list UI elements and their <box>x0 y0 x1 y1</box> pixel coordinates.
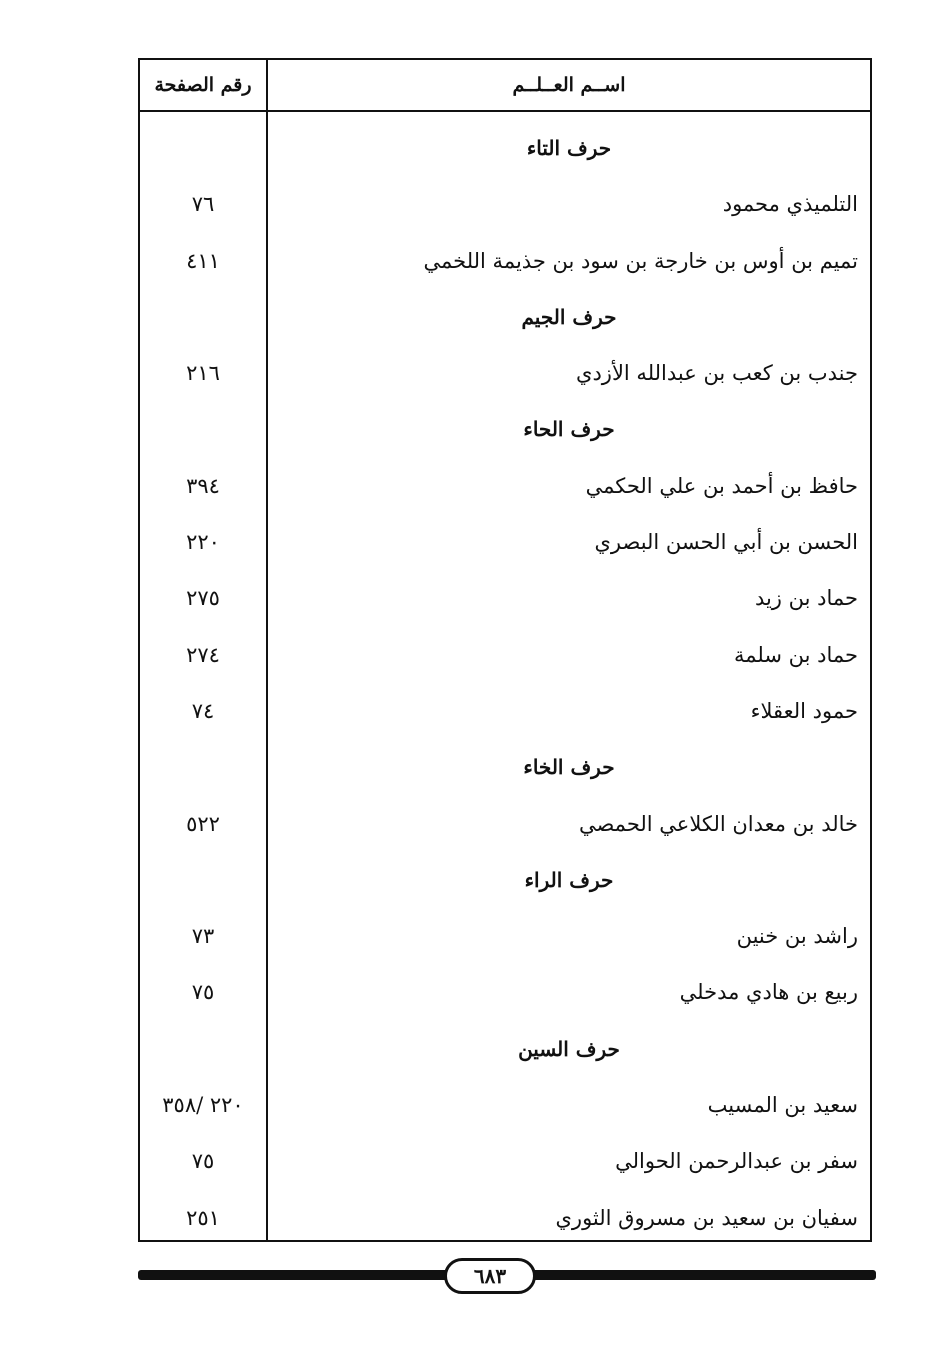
table-body <box>140 120 870 1246</box>
section-heading-row <box>140 852 870 908</box>
page-reference: ٧٥ <box>191 1149 215 1174</box>
table-row <box>140 176 870 232</box>
person-name: راشد بن خنين <box>736 924 858 949</box>
person-name: سفيان بن سعيد بن مسروق الثوري <box>555 1205 858 1230</box>
table-header <box>140 60 870 112</box>
person-name: حماد بن زيد <box>754 586 858 611</box>
table-row <box>140 908 870 964</box>
table-row <box>140 1077 870 1133</box>
table-row <box>140 1133 870 1189</box>
section-heading: حرف الراء <box>524 867 614 892</box>
person-name: الحسن بن أبي الحسن البصري <box>594 530 858 555</box>
person-name: التلميذي محمود <box>722 192 858 217</box>
page-reference: ٢٢٠ <box>186 530 220 555</box>
page-number: ٦٨٣ <box>444 1258 536 1294</box>
person-name: حمود العقلاء <box>750 698 858 723</box>
section-heading-row <box>140 401 870 457</box>
table-row <box>140 458 870 514</box>
section-heading-row <box>140 739 870 795</box>
person-name: جندب بن كعب بن عبدالله الأزدي <box>576 361 858 386</box>
header-page-column: رقم الصفحة <box>154 74 252 96</box>
page-reference: ٤١١ <box>186 248 220 273</box>
table-row <box>140 570 870 626</box>
page-reference: ٢٢٠ /٣٥٨ <box>162 1093 244 1118</box>
section-heading: حرف الخاء <box>523 755 615 780</box>
person-name: سفر بن عبدالرحمن الحوالي <box>615 1149 858 1174</box>
person-name: حماد بن سلمة <box>733 642 858 667</box>
table-row <box>140 514 870 570</box>
page-reference: ٧٤ <box>191 698 215 723</box>
page-reference: ٧٥ <box>191 980 215 1005</box>
table-row <box>140 683 870 739</box>
section-heading: حرف التاء <box>526 136 612 160</box>
page-reference: ٧٣ <box>191 924 215 949</box>
header-name-column: اســم العــلــم <box>512 74 626 96</box>
index-table <box>138 58 872 1242</box>
section-heading: حرف الحاء <box>523 417 615 442</box>
page-reference: ٢١٦ <box>186 361 220 386</box>
person-name: خالد بن معدان الكلاعي الحمصي <box>578 811 858 836</box>
table-row <box>140 627 870 683</box>
table-row <box>140 233 870 289</box>
person-name: ربيع بن هادي مدخلي <box>679 980 858 1005</box>
page-reference: ٢٧٤ <box>186 642 220 667</box>
table-row <box>140 796 870 852</box>
table-row <box>140 1190 870 1246</box>
page-reference: ٣٩٤ <box>186 473 220 498</box>
section-heading-row <box>140 120 870 176</box>
table-row <box>140 964 870 1020</box>
person-name: سعيد بن المسيب <box>707 1093 858 1118</box>
section-heading-row <box>140 289 870 345</box>
page-reference: ٢٥١ <box>186 1205 220 1230</box>
section-heading: حرف الجيم <box>521 304 617 329</box>
page-reference: ٧٦ <box>191 192 215 217</box>
section-heading: حرف السين <box>518 1036 620 1061</box>
person-name: تميم بن أوس بن خارجة بن سود بن جذيمة اللخمي <box>423 248 858 273</box>
page-reference: ٢٧٥ <box>186 586 220 611</box>
page-reference: ٥٢٢ <box>186 811 220 836</box>
table-row <box>140 345 870 401</box>
person-name: حافظ بن أحمد بن علي الحكمي <box>585 473 858 498</box>
section-heading-row <box>140 1021 870 1077</box>
